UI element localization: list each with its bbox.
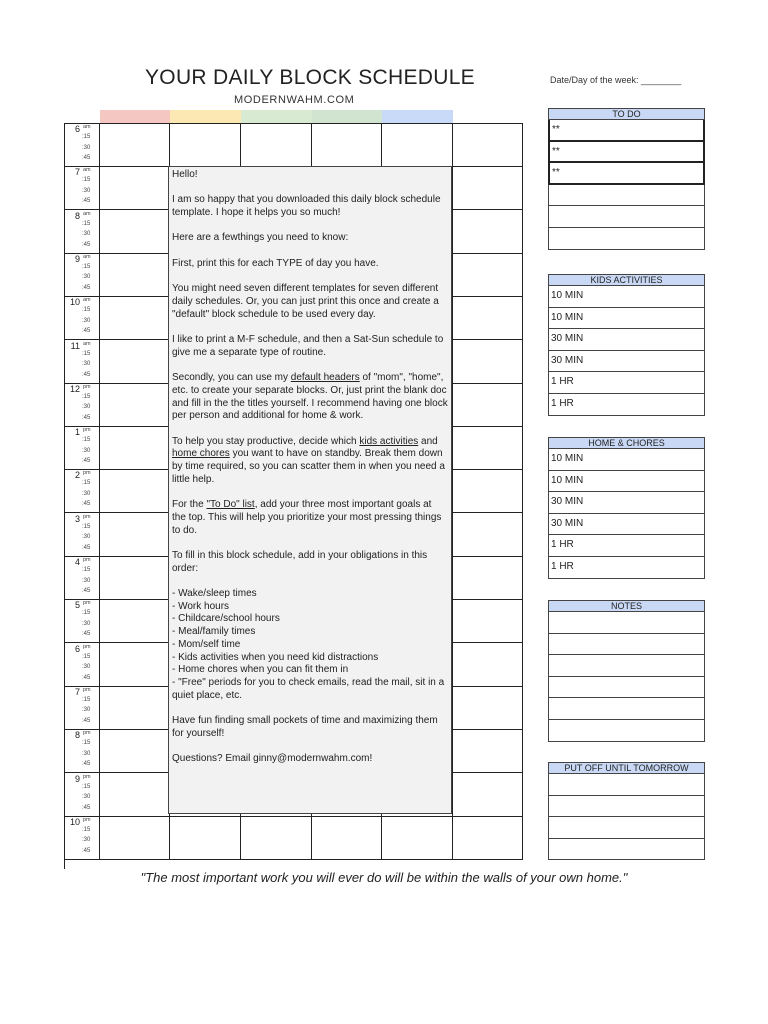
todo-row[interactable]: ** [548, 120, 705, 142]
hour-label [64, 513, 100, 556]
hour-number: 3 [74, 513, 80, 524]
quarter-label: :15 [82, 610, 91, 617]
home-row[interactable]: 30 MIN [548, 514, 705, 536]
kids-row[interactable]: 10 MIN [548, 286, 705, 308]
hour-number: 5 [74, 600, 80, 611]
quarter-label: :30 [82, 404, 91, 411]
hour-label [64, 469, 100, 512]
page-title: YOUR DAILY BLOCK SCHEDULE [145, 66, 475, 89]
home-row[interactable]: 10 MIN [548, 471, 705, 493]
quarter-label: :30 [82, 144, 91, 151]
quarter-label: :15 [82, 567, 91, 573]
ampm-label: am [83, 210, 91, 217]
quarter-label: :45 [82, 501, 91, 508]
ampm-label: pm [83, 816, 91, 823]
schedule-block-cell[interactable] [382, 123, 453, 166]
schedule-block-cell[interactable] [453, 296, 523, 339]
hour-label [64, 340, 100, 383]
ampm-label: pm [83, 686, 91, 693]
hour-number: 7 [74, 686, 80, 697]
quarter-label: :15 [82, 480, 91, 487]
kids-row[interactable]: 30 MIN [548, 351, 705, 373]
todo-panel [548, 108, 705, 250]
kids-row[interactable]: 1 HR [548, 394, 705, 416]
hour-label [64, 210, 100, 253]
todo-list-link[interactable]: "To Do" list [206, 499, 255, 511]
quarter-label: :30 [82, 361, 91, 367]
ampm-label: pm [83, 470, 91, 477]
schedule-block-cell[interactable] [100, 599, 170, 642]
hour-label [64, 686, 100, 729]
hour-number: 7 [74, 167, 80, 178]
note-paragraph: To fill in this block schedule, add in your obligations in this order: [172, 549, 428, 574]
quarter-label: :30 [82, 750, 91, 757]
quarter-label: :15 [82, 134, 91, 140]
note-paragraph: I like to print a M-F schedule, and then a Sat-Sun schedule to give me a separate type of routine. [172, 334, 444, 358]
quarter-label: :15 [82, 653, 91, 660]
quarter-label: :30 [82, 187, 91, 194]
schedule-block-cell[interactable] [453, 556, 523, 599]
schedule-block-cell[interactable] [170, 816, 241, 859]
schedule-block-cell[interactable] [100, 816, 170, 859]
site-name: MODERNWAHM.COM [234, 94, 355, 106]
home-row[interactable]: 30 MIN [548, 492, 705, 514]
quarter-label: :30 [82, 317, 91, 324]
ampm-label: am [83, 253, 91, 260]
schedule-block-cell[interactable] [100, 773, 170, 816]
schedule-block-cell[interactable] [453, 253, 523, 296]
quarter-label: :45 [82, 284, 91, 291]
quarter-label: :45 [82, 155, 91, 161]
quarter-label: :45 [82, 241, 91, 248]
note-contact: Questions? Email ginny@modernwahm.com! [172, 753, 373, 765]
quarter-label: :45 [82, 717, 91, 724]
quarter-label: :45 [82, 847, 91, 854]
schedule-block-cell[interactable] [100, 123, 170, 166]
hour-number: 8 [74, 210, 80, 221]
hour-number: 12 [69, 383, 80, 394]
quarter-label: :45 [82, 328, 91, 335]
hour-number: 11 [70, 340, 80, 351]
notes-row[interactable] [548, 634, 705, 656]
quarter-label: :45 [82, 371, 91, 378]
schedule-block-cell[interactable] [453, 340, 523, 383]
quarter-label: :45 [82, 588, 91, 594]
hour-label [64, 426, 100, 469]
quarter-label: :15 [82, 307, 91, 314]
schedule-block-cell[interactable] [453, 773, 523, 816]
hour-label [64, 383, 100, 426]
schedule-block-cell[interactable] [453, 166, 523, 209]
notes-row[interactable] [548, 677, 705, 699]
note-paragraph: Have fun finding small pockets of time and maximizing them for yourself! [172, 715, 438, 739]
quarter-label: :45 [82, 414, 91, 421]
ampm-label: am [83, 124, 91, 130]
schedule-block-cell[interactable] [100, 383, 170, 426]
schedule-block-cell[interactable] [312, 816, 382, 859]
quarter-label: :45 [82, 674, 91, 681]
quarter-label: :30 [82, 231, 91, 238]
schedule-block-cell[interactable] [100, 210, 170, 253]
ampm-label: pm [83, 643, 91, 650]
list-item: - Childcare/school hours [172, 613, 280, 625]
quarter-label: :30 [82, 274, 91, 281]
note-paragraph: Secondly, you can use my default headers of "mom", "home", etc. to create your separate blocks. Or, just print the blank doc and fill in the the titles yourself. I recommend having one block per person and additional for home & work. [172, 372, 448, 422]
schedule-block-cell[interactable] [100, 686, 170, 729]
date-field[interactable]: Date/Day of the week: ________ [550, 75, 682, 85]
hour-number: 9 [74, 773, 80, 784]
schedule-block-cell[interactable] [100, 469, 170, 512]
notes-row[interactable] [548, 655, 705, 677]
list-item: - "Free" periods for you to check emails, read the mail, sit in a quiet place, etc. [172, 676, 445, 701]
kids-panel-title: KIDS ACTIVITIES [548, 274, 705, 286]
schedule-block-cell[interactable] [453, 469, 523, 512]
quarter-label: :15 [82, 783, 91, 790]
schedule-block-cell[interactable] [100, 556, 170, 599]
quarter-label: :15 [82, 350, 91, 357]
quarter-label: :30 [82, 794, 91, 800]
quarter-label: :45 [82, 761, 91, 768]
quarter-label: :30 [82, 620, 91, 627]
header-color-band [241, 110, 312, 123]
kids-row[interactable]: 10 MIN [548, 308, 705, 330]
hour-label [64, 729, 100, 772]
note-paragraph: Here are a fewthings you need to know: [172, 232, 349, 244]
hour-label [64, 599, 100, 642]
schedule-block-cell[interactable] [100, 253, 170, 296]
schedule-block-cell[interactable] [312, 123, 382, 166]
schedule-block-cell[interactable] [453, 599, 523, 642]
note-greeting: Hello! [172, 169, 198, 180]
hour-row [64, 123, 523, 167]
putoff-row[interactable] [548, 839, 705, 861]
note-paragraph: You might need seven different templates for seven different daily schedules. Or, you can just print this once and create a "default" block schedule to be used every day. [172, 283, 439, 320]
ampm-label: am [83, 167, 91, 174]
todo-row[interactable]: ** [548, 163, 705, 185]
quarter-label: :15 [82, 393, 91, 400]
hour-number: 10 [69, 816, 80, 827]
notes-panel-title: NOTES [548, 600, 705, 612]
kids-activities-panel [548, 274, 705, 416]
header-color-band [100, 110, 170, 123]
quarter-label: :30 [82, 664, 91, 671]
footer-quote: "The most important work you will ever do will be within the walls of your own home." [140, 870, 628, 885]
kids-row[interactable]: 30 MIN [548, 329, 705, 351]
kids-row[interactable]: 1 HR [548, 372, 705, 394]
hour-label [64, 166, 100, 209]
schedule-block-cell[interactable] [453, 123, 523, 166]
quarter-label: :45 [82, 631, 91, 638]
note-paragraph: For the "To Do" list, add your three most important goals at the top. This will help you prioritize your most pressing things to do. [172, 499, 442, 536]
schedule-block-cell[interactable] [453, 816, 523, 859]
ampm-label: pm [83, 513, 91, 520]
schedule-block-cell[interactable] [100, 426, 170, 469]
todo-panel-title: TO DO [548, 108, 705, 120]
schedule-block-cell[interactable] [453, 686, 523, 729]
putoff-row[interactable] [548, 817, 705, 839]
schedule-block-cell[interactable] [453, 643, 523, 686]
list-item: - Wake/sleep times [172, 588, 257, 600]
list-item: - Work hours [172, 600, 230, 612]
hour-number: 9 [74, 253, 80, 264]
list-item: - Mom/self time [172, 638, 241, 650]
hour-number: 6 [74, 124, 80, 134]
home-row[interactable]: 10 MIN [548, 449, 705, 471]
schedule-block-cell[interactable] [100, 513, 170, 556]
hour-number: 8 [74, 730, 80, 741]
hour-number: 10 [69, 297, 80, 308]
schedule-block-cell[interactable] [100, 340, 170, 383]
note-paragraph: I am so happy that you downloaded this daily block schedule template. I hope it helps you so much! [172, 194, 441, 219]
schedule-block-cell[interactable] [453, 426, 523, 469]
ampm-label: pm [83, 773, 91, 780]
quarter-label: :30 [82, 707, 91, 714]
quarter-label: :15 [82, 523, 91, 530]
list-item: - Meal/family times [172, 626, 256, 638]
instructions-note [168, 166, 452, 814]
ampm-label: pm [83, 383, 91, 390]
quarter-label: :30 [82, 490, 91, 497]
hour-label [64, 556, 100, 599]
home-row[interactable]: 1 HR [548, 535, 705, 557]
schedule-block-cell[interactable] [100, 166, 170, 209]
quarter-label: :15 [82, 177, 91, 184]
header-color-band [382, 110, 453, 123]
quarter-label: :30 [82, 534, 91, 541]
putoff-row[interactable] [548, 796, 705, 818]
schedule-block-cell[interactable] [100, 729, 170, 772]
quarter-label: :15 [82, 437, 91, 444]
schedule-block-cell[interactable] [241, 123, 312, 166]
header-color-band [170, 110, 241, 123]
putoff-row[interactable] [548, 774, 705, 796]
home-chores-panel [548, 437, 705, 579]
schedule-block-cell[interactable] [453, 513, 523, 556]
quarter-label: :15 [82, 826, 91, 833]
hour-row [64, 816, 523, 860]
todo-row[interactable]: ** [548, 142, 705, 164]
notes-row[interactable] [548, 720, 705, 742]
hour-number: 2 [74, 470, 80, 481]
hour-number: 1 [74, 427, 80, 438]
home-row[interactable]: 1 HR [548, 557, 705, 579]
hour-label [64, 253, 100, 296]
hour-label [64, 816, 100, 859]
quarter-label: :45 [82, 544, 91, 551]
note-paragraph: To help you stay productive, decide which kids activities and home chores you want to have on standby. Break them down by time required, so you can scatter them in when you need a little help. [172, 435, 445, 485]
quarter-label: :15 [82, 263, 91, 270]
schedule-block-cell[interactable] [453, 210, 523, 253]
schedule-block-cell[interactable] [170, 123, 241, 166]
quarter-label: :30 [82, 447, 91, 454]
ampm-label: am [83, 297, 91, 304]
todo-row[interactable] [548, 228, 705, 250]
ampm-label: pm [83, 427, 91, 434]
schedule-block-cell[interactable] [100, 296, 170, 339]
hour-label [64, 296, 100, 339]
note-paragraph: First, print this for each TYPE of day you have. [172, 257, 379, 269]
todo-row[interactable] [548, 185, 705, 207]
schedule-block-cell[interactable] [453, 729, 523, 772]
list-item: - Home chores when you can fit them in [172, 664, 349, 676]
schedule-block-cell[interactable] [241, 816, 312, 859]
schedule-block-cell[interactable] [453, 383, 523, 426]
notes-row[interactable] [548, 612, 705, 634]
ampm-label: pm [83, 557, 91, 563]
quarter-label: :45 [82, 804, 91, 811]
todo-row[interactable] [548, 206, 705, 228]
schedule-block-cell[interactable] [382, 816, 453, 859]
quarter-label: :15 [82, 740, 91, 747]
obligations-list [172, 588, 448, 702]
hour-number: 6 [74, 643, 80, 654]
quarter-label: :45 [82, 198, 91, 205]
ampm-label: pm [83, 600, 91, 607]
quarter-label: :15 [82, 696, 91, 703]
quarter-label: :15 [82, 220, 91, 227]
home-panel-title: HOME & CHORES [548, 437, 705, 449]
notes-panel [548, 600, 705, 742]
ampm-label: am [83, 340, 91, 347]
quarter-label: :30 [82, 837, 91, 844]
header-color-band [312, 110, 382, 123]
hour-number: 4 [74, 557, 80, 567]
quarter-label: :30 [82, 577, 91, 584]
kids-activities-link[interactable]: kids activities [359, 435, 419, 447]
ampm-label: pm [83, 730, 91, 737]
hour-label [64, 123, 100, 166]
hour-label [64, 773, 100, 816]
default-headers-link[interactable]: default headers [290, 372, 360, 384]
schedule-block-cell[interactable] [100, 643, 170, 686]
list-item: - Kids activities when you need kid distractions [172, 651, 379, 663]
quarter-label: :45 [82, 458, 91, 465]
home-chores-link[interactable]: home chores [172, 448, 230, 460]
hour-label [64, 643, 100, 686]
notes-row[interactable] [548, 698, 705, 720]
putoff-panel-title: PUT OFF UNTIL TOMORROW [548, 762, 705, 774]
put-off-panel [548, 762, 705, 860]
